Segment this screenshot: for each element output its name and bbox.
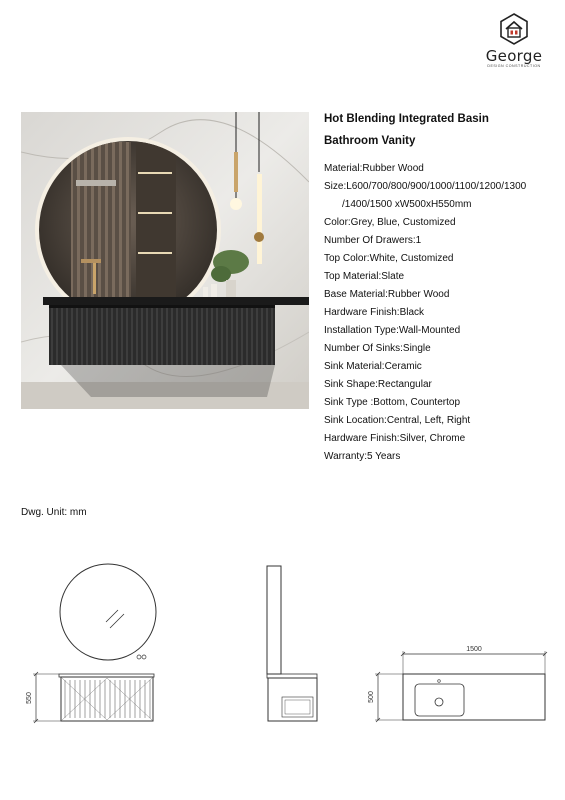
spec-size-continued: /1400/1500 xW500xH550mm <box>342 199 472 210</box>
top-view <box>368 646 547 722</box>
spec-sink-type: Sink Type :Bottom, Countertop <box>324 397 461 408</box>
spec-drawers: Number Of Drawers:1 <box>324 235 422 246</box>
spec-sink-material: Sink Material:Ceramic <box>324 361 422 372</box>
brand-name: George <box>485 47 543 65</box>
spec-color: Color:Grey, Blue, Customized <box>324 217 456 228</box>
spec-list <box>324 160 556 466</box>
brand-logo <box>474 12 554 80</box>
spec-sink-location: Sink Location:Central, Left, Right <box>324 415 471 426</box>
spec-top-material: Top Material:Slate <box>324 271 405 282</box>
spec-top-color: Top Color:White, Customized <box>324 253 454 264</box>
technical-drawings <box>0 550 565 740</box>
house-logo-icon <box>497 12 531 46</box>
front-height-dimension: 550 <box>26 692 33 704</box>
product-specs <box>324 108 556 466</box>
top-depth-dimension: 500 <box>368 691 375 703</box>
spec-number-of-sinks: Number Of Sinks:Single <box>324 343 431 354</box>
product-title-line1: Hot Blending Integrated Basin <box>324 113 489 125</box>
spec-hardware-finish-2: Hardware Finish:Silver, Chrome <box>324 433 466 444</box>
spec-base-material: Base Material:Rubber Wood <box>324 289 450 300</box>
front-view <box>26 564 156 723</box>
spec-sink-shape: Sink Shape:Rectangular <box>324 379 432 390</box>
brand-tagline: DESIGN CONSTRUCTION <box>487 64 541 68</box>
drawing-unit-label: Dwg. Unit: mm <box>21 507 87 518</box>
spec-warranty: Warranty:5 Years <box>324 451 401 462</box>
product-photo <box>21 112 309 409</box>
spec-installation-type: Installation Type:Wall-Mounted <box>324 325 461 336</box>
product-title-line2: Bathroom Vanity <box>324 135 416 147</box>
spec-material: Material:Rubber Wood <box>324 163 424 174</box>
top-width-dimension: 1500 <box>466 646 482 653</box>
side-view <box>267 566 317 721</box>
spec-hardware-finish: Hardware Finish:Black <box>324 307 425 318</box>
spec-size: Size:L600/700/800/900/1000/1100/1200/1300 <box>324 181 527 192</box>
